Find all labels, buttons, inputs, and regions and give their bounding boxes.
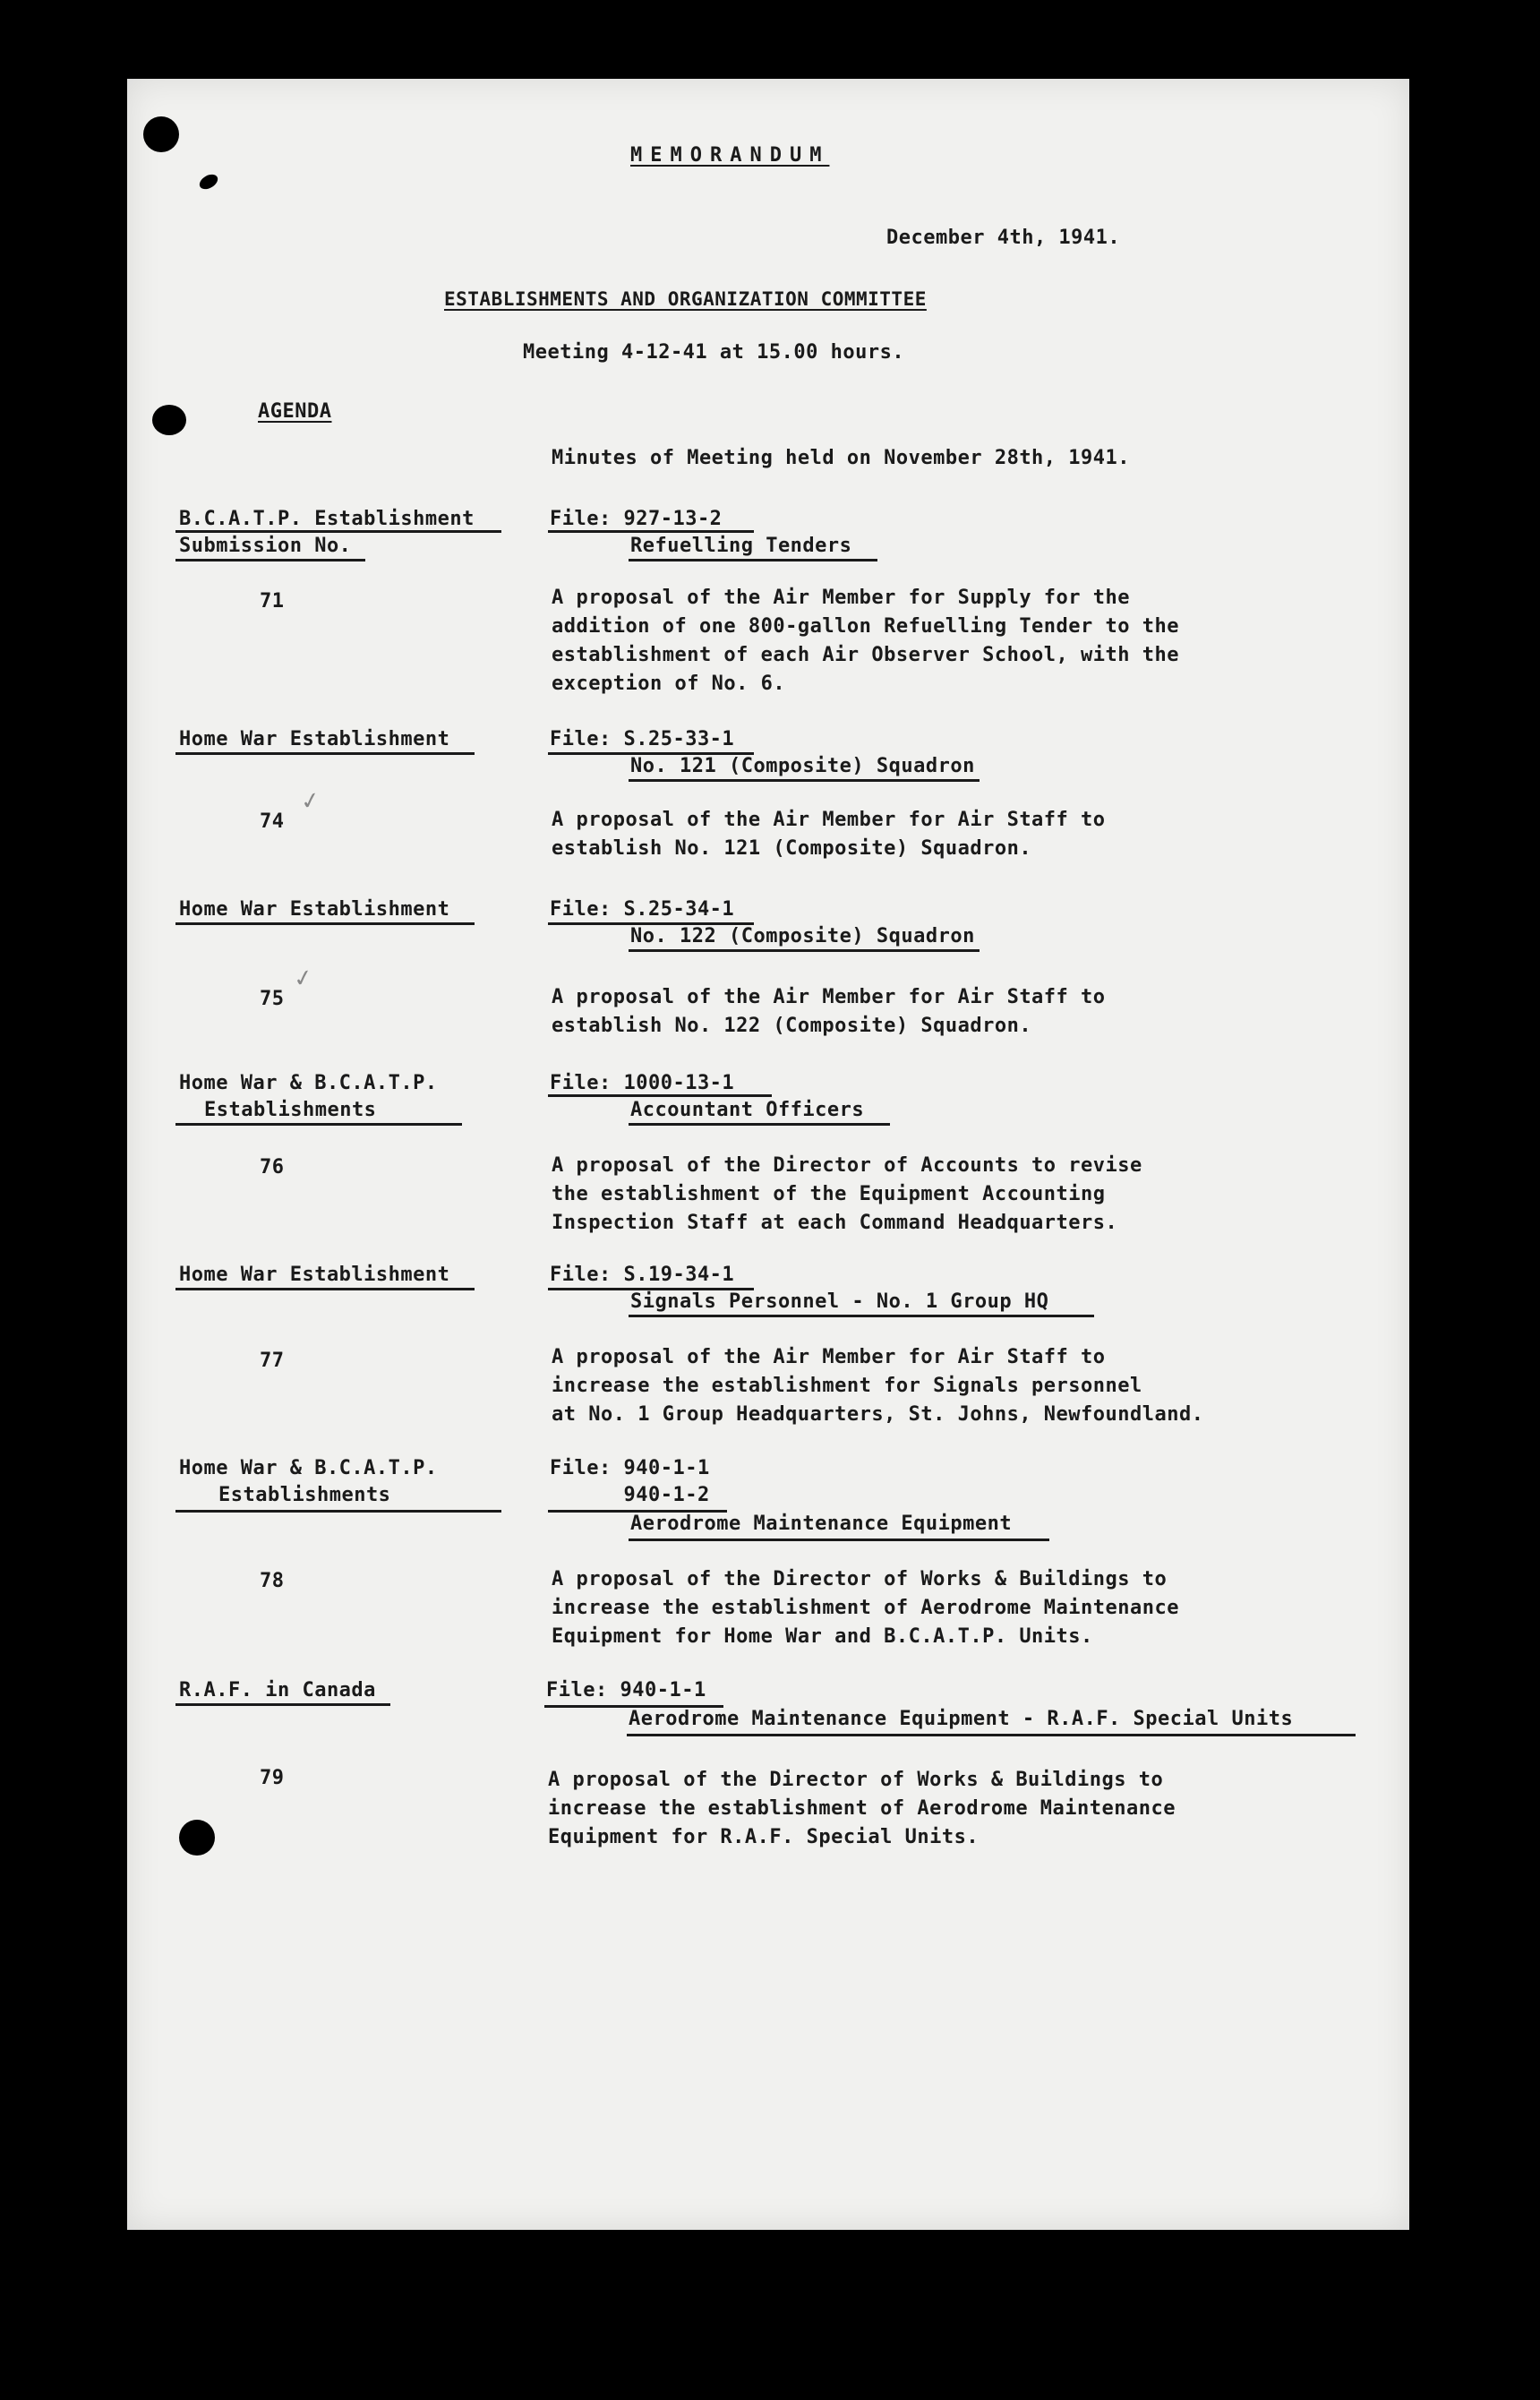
item-79-number: 79 [260,1767,285,1789]
item-77-description-3: at No. 1 Group Headquarters, St. Johns, Newfoundland. [552,1403,1204,1426]
item-78-file-1: File: 940-1-1 [550,1457,710,1479]
item-71-file: File: 927-13-2 [550,508,723,530]
item-78-subject-rule [629,1539,1049,1541]
item-78-file-2: 940-1-2 [550,1484,710,1506]
item-79-category: R.A.F. in Canada [179,1679,376,1701]
item-75-category-rule [175,922,475,925]
item-78-category-rule [175,1510,501,1513]
item-77-subject: Signals Personnel - No. 1 Group HQ [630,1290,1049,1313]
item-79-category-rule [175,1703,390,1706]
item-71-category-rule-2 [175,559,365,561]
item-75-subject: No. 122 (Composite) Squadron [630,925,975,947]
item-71-subject: Refuelling Tenders [630,535,852,557]
item-78-category-2: Establishments [218,1484,391,1506]
item-79-description-2: increase the establishment of Aerodrome Maintenance [548,1797,1176,1820]
item-74-number: 74 [260,810,285,833]
item-71-description-1: A proposal of the Air Member for Supply for the [552,587,1131,609]
item-77-subject-rule [629,1315,1094,1317]
item-76-subject: Accountant Officers [630,1099,865,1121]
item-77-description-1: A proposal of the Air Member for Air Staff to [552,1346,1106,1368]
punch-hole-bottom [179,1820,215,1856]
committee-title: ESTABLISHMENTS AND ORGANIZATION COMMITTEE [444,288,927,310]
item-76-description-1: A proposal of the Director of Accounts to revise [552,1154,1142,1177]
item-75-description-1: A proposal of the Air Member for Air Staff to [552,986,1106,1008]
item-79-description-3: Equipment for R.A.F. Special Units. [548,1826,980,1848]
punch-hole-top [143,116,179,152]
item-77-file-rule [548,1288,754,1290]
item-76-file: File: 1000-13-1 [550,1072,735,1094]
item-71-description-3: establishment of each Air Observer School, with the [552,644,1180,666]
check-mark-74: ✓ [298,786,323,817]
item-79-file: File: 940-1-1 [546,1679,706,1701]
item-75-file-rule [548,922,754,925]
item-78-description-2: increase the establishment of Aerodrome Maintenance [552,1597,1180,1619]
item-74-file-rule [548,752,754,755]
item-74-category: Home War Establishment [179,728,450,750]
item-71-description-4: exception of No. 6. [552,673,786,695]
item-76-subject-rule [629,1123,890,1126]
item-75-category: Home War Establishment [179,898,450,921]
item-71-description-2: addition of one 800-gallon Refuelling Tender to the [552,615,1180,638]
memo-title: MEMORANDUM [630,144,830,167]
item-78-category-1: Home War & B.C.A.T.P. [179,1457,438,1479]
item-78-subject: Aerodrome Maintenance Equipment [630,1513,1013,1535]
item-74-subject: No. 121 (Composite) Squadron [630,755,975,777]
item-71-category-2: Submission No. [179,535,352,557]
item-78-description-1: A proposal of the Director of Works & Buildings to [552,1568,1168,1590]
item-77-category-rule [175,1288,475,1290]
item-76-category-2: Establishments [204,1099,377,1121]
item-79-subject: Aerodrome Maintenance Equipment - R.A.F. Special Units [629,1708,1294,1730]
item-75-subject-rule [629,949,980,952]
item-71-file-rule [548,530,754,533]
agenda-heading: AGENDA [258,400,332,423]
item-79-file-rule [544,1705,723,1708]
item-74-description-1: A proposal of the Air Member for Air Staff to [552,809,1106,831]
item-77-category: Home War Establishment [179,1264,450,1286]
item-78-description-3: Equipment for Home War and B.C.A.T.P. Units. [552,1625,1093,1648]
item-78-number: 78 [260,1570,285,1592]
item-76-file-rule [548,1094,772,1097]
item-76-description-3: Inspection Staff at each Command Headquarters. [552,1212,1118,1234]
item-74-file: File: S.25-33-1 [550,728,735,750]
item-74-subject-rule [629,779,980,782]
item-74-category-rule [175,752,475,755]
item-76-category-1: Home War & B.C.A.T.P. [179,1072,438,1094]
meeting-line: Meeting 4-12-41 at 15.00 hours. [523,341,905,364]
punch-hole-middle [152,405,186,435]
item-77-description-2: increase the establishment for Signals personnel [552,1375,1142,1397]
item-77-number: 77 [260,1350,285,1372]
item-76-category-rule [175,1123,462,1126]
item-75-file: File: S.25-34-1 [550,898,735,921]
item-77-file: File: S.19-34-1 [550,1264,735,1286]
item-79-subject-rule [627,1734,1356,1736]
item-75-description-2: establish No. 122 (Composite) Squadron. [552,1015,1032,1037]
item-71-category-1: B.C.A.T.P. Establishment [179,508,475,530]
item-79-description-1: A proposal of the Director of Works & Buildings to [548,1769,1164,1791]
item-74-description-2: establish No. 121 (Composite) Squadron. [552,837,1032,860]
minutes-line: Minutes of Meeting held on November 28th, 1941. [552,447,1131,469]
memo-date: December 4th, 1941. [886,227,1121,249]
check-mark-75: ✓ [291,964,316,994]
item-76-number: 76 [260,1156,285,1179]
item-71-number: 71 [260,590,285,613]
item-76-description-2: the establishment of the Equipment Accounting [552,1183,1106,1205]
item-71-category-rule [175,530,501,533]
item-75-number: 75 [260,988,285,1010]
item-71-subject-rule [629,559,877,561]
